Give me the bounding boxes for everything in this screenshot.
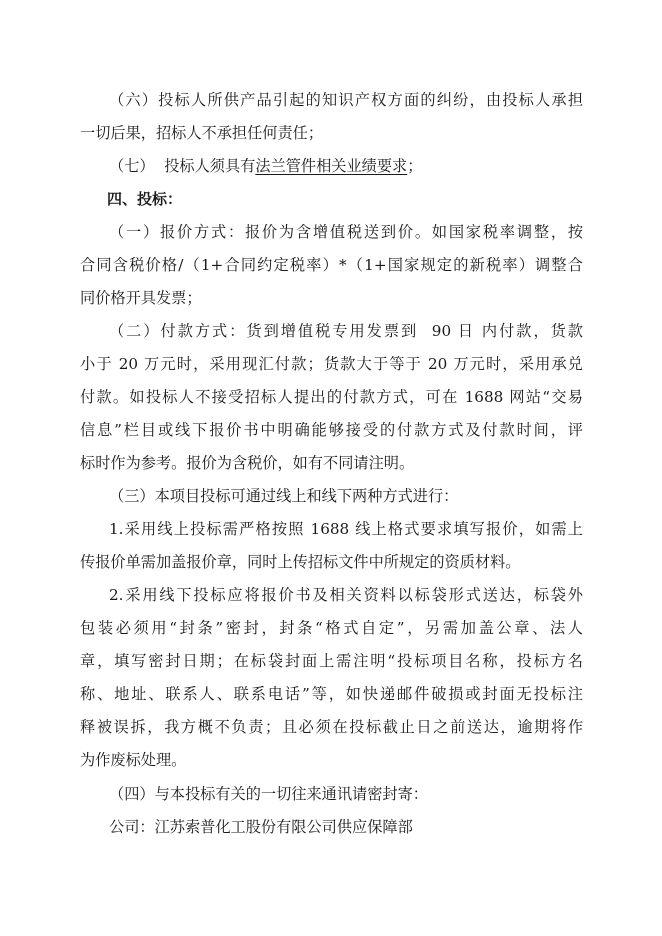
paragraph-payment-method-line-5: 标时作为参考。报价为含税价，如有不同请注明。 (80, 454, 415, 472)
paragraph-quote-method-line-1: （一）报价方式：报价为含增值税送到价。如国家税率调整，按 (109, 223, 583, 241)
paragraph-payment-method-line-4: 信息”栏目或线下报价书中明确能够接受的付款方式及付款时间，评 (80, 421, 583, 439)
paragraph-payment-method-line-2: 小于 20 万元时，采用现汇付款；货款大于等于 20 万元时，采用承兑 (80, 355, 583, 373)
paragraph-payment-method-line-3: 付款。如投标人不接受招标人提出的付款方式，可在 1688 网站“交易 (80, 388, 583, 406)
paragraph-offline-bid-line-2: 包装必须用“封条”密封，封条“格式自定”，另需加盖公章、法人 (80, 619, 583, 637)
item-7-prefix: （七） 投标人须具有 (109, 157, 256, 175)
paragraph-company: 公司：江苏索普化工股份有限公司供应保障部 (109, 818, 413, 836)
paragraph-correspondence: （四）与本投标有关的一切往来通讯请密封寄： (109, 785, 428, 803)
paragraph-bid-modes: （三）本项目投标可通过线上和线下两种方式进行： (109, 487, 459, 505)
section-heading-bidding: 四、投标： (107, 190, 183, 208)
paragraph-offline-bid-line-4: 称、地址、联系人、联系电话”等，如快递邮件破损或封面无投标注 (80, 685, 583, 703)
paragraph-item-7 (109, 150, 583, 183)
item-7-suffix: ； (407, 157, 423, 175)
paragraph-quote-method-line-3: 同价格开具发票； (80, 289, 202, 307)
paragraph-online-bid-line-1: 1.采用线上投标需严格按照 1688 线上格式要求填写报价，如需上 (109, 520, 583, 538)
paragraph-quote-method-line-2: 合同含税价格/（1+合同约定税率）*（1+国家规定的新税率）调整合 (80, 256, 583, 274)
paragraph-item-6-line-2: 一切后果，招标人不承担任何责任； (80, 124, 323, 142)
paragraph-item-6-line-1: （六）投标人所供产品引起的知识产权方面的纠纷，由投标人承担 (109, 91, 583, 109)
paragraph-online-bid-line-2: 传报价单需加盖报价章，同时上传招标文件中所规定的资质材料。 (80, 553, 521, 571)
paragraph-offline-bid-line-5: 释被误拆，我方概不负责；且必须在投标截止日之前送达，逾期将作 (80, 718, 583, 736)
paragraph-offline-bid-line-1: 2.采用线下投标应将报价书及相关资料以标袋形式送达，标袋外 (109, 586, 583, 604)
item-7-underlined-requirement: 法兰管件相关业绩要求 (255, 157, 408, 175)
paragraph-offline-bid-line-3: 章，填写密封日期；在标袋封面上需注明“投标项目名称，投标方名 (80, 652, 583, 670)
paragraph-offline-bid-line-6: 为作废标处理。 (80, 751, 187, 769)
paragraph-payment-method-line-1: （二）付款方式：货到增值税专用发票到 90 日 内付款，货款 (109, 322, 583, 340)
